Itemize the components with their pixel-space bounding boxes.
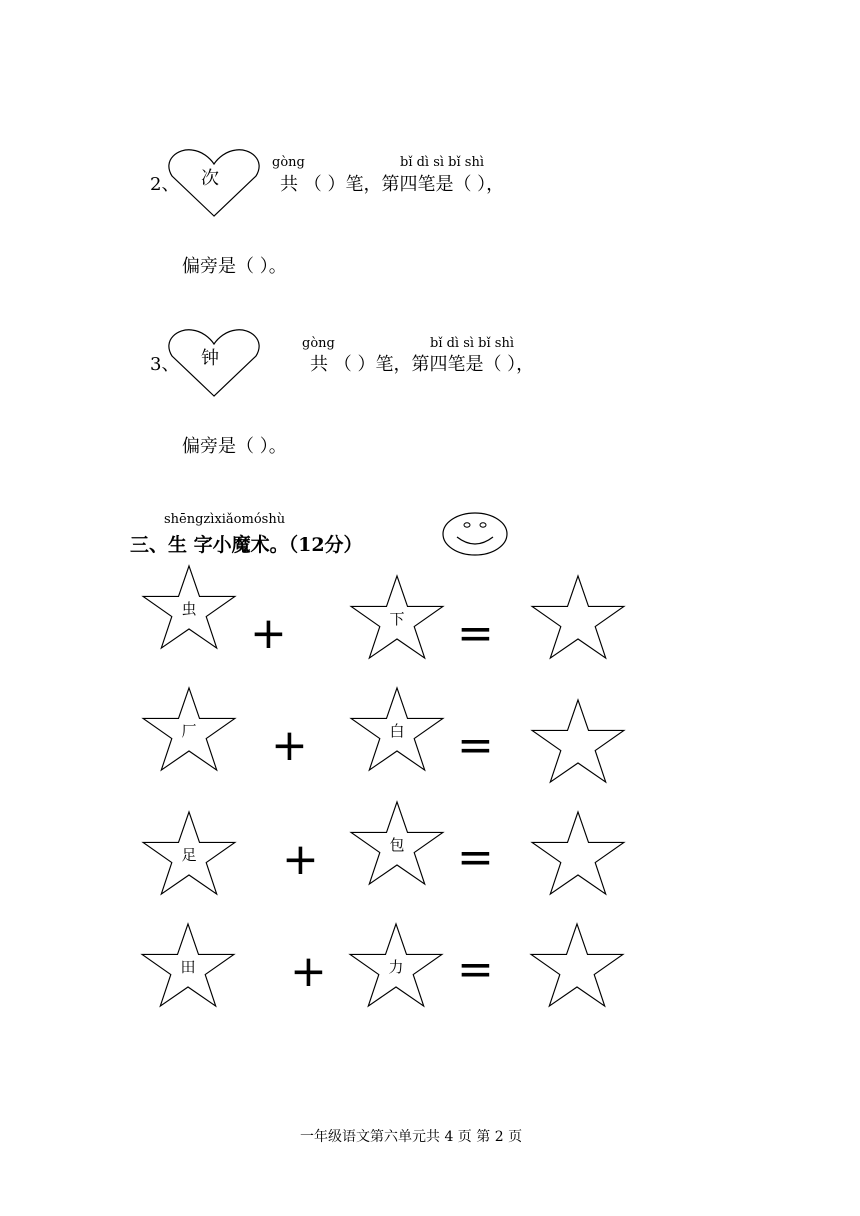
heart-shape-q3 — [168, 326, 260, 398]
equals-sign-row4: = — [457, 944, 494, 995]
star-char-row2-right: 白 — [389, 722, 405, 740]
plus-sign-row3: + — [282, 834, 319, 885]
section-3-pinyin: shēngzìxiǎomóshù — [164, 512, 286, 527]
pinyin-gong-q3: gòng — [302, 336, 335, 351]
heart-shape-q2 — [168, 146, 260, 218]
pinyin-gong-q2: gòng — [272, 155, 305, 170]
pinyin-bi-disibishi-q3: bǐ dì sì bǐ shì — [430, 336, 514, 351]
plus-sign-row4: + — [290, 946, 327, 997]
star-answer-row3[interactable] — [530, 810, 626, 896]
star-answer-row4[interactable] — [529, 922, 625, 1008]
equals-sign-row3: = — [457, 832, 494, 883]
star-left-row4 — [140, 922, 236, 1008]
heart-char-q2: 次 — [201, 168, 219, 189]
question-2-number: 2、 — [150, 174, 180, 195]
star-char-row1-left: 虫 — [181, 600, 197, 618]
plus-sign-row1: + — [250, 608, 287, 659]
pinyin-bi-disibishi-q2: bǐ dì sì bǐ shì — [400, 155, 484, 170]
star-char-row3-left: 足 — [181, 846, 197, 864]
heart-char-q3: 钟 — [201, 348, 219, 369]
star-answer-row2[interactable] — [530, 698, 626, 784]
question-3-number: 3、 — [150, 354, 180, 375]
star-char-row4-left: 田 — [180, 958, 196, 976]
star-char-row4-right: 力 — [388, 958, 404, 976]
page-footer: 一年级语文第六单元共 4 页 第 2 页 — [300, 1129, 523, 1145]
star-left-row2 — [141, 686, 237, 772]
equals-sign-row1: = — [457, 608, 494, 659]
star-char-row1-right: 下 — [389, 610, 405, 628]
star-right-row1 — [349, 574, 445, 660]
plus-sign-row2: + — [271, 720, 308, 771]
question-3-line: 共 （ ）笔，第四笔是（ ）， — [310, 354, 535, 375]
question-2-line: 共 （ ）笔，第四笔是（ ）， — [280, 174, 505, 195]
star-right-row4 — [348, 922, 444, 1008]
star-answer-row1[interactable] — [530, 574, 626, 660]
smiley-face-icon — [441, 511, 509, 557]
star-char-row2-left: 厂 — [181, 722, 197, 740]
equals-sign-row2: = — [457, 720, 494, 771]
star-right-row3 — [349, 800, 445, 886]
star-right-row2 — [349, 686, 445, 772]
question-3-radical: 偏旁是（ ）。 — [182, 436, 287, 457]
star-left-row3 — [141, 810, 237, 896]
star-char-row3-right: 包 — [389, 836, 405, 854]
question-2-radical: 偏旁是（ ）。 — [182, 256, 287, 277]
star-left-row1 — [141, 564, 237, 650]
section-3-title: 三、生 字小魔术。（12分） — [130, 534, 363, 556]
